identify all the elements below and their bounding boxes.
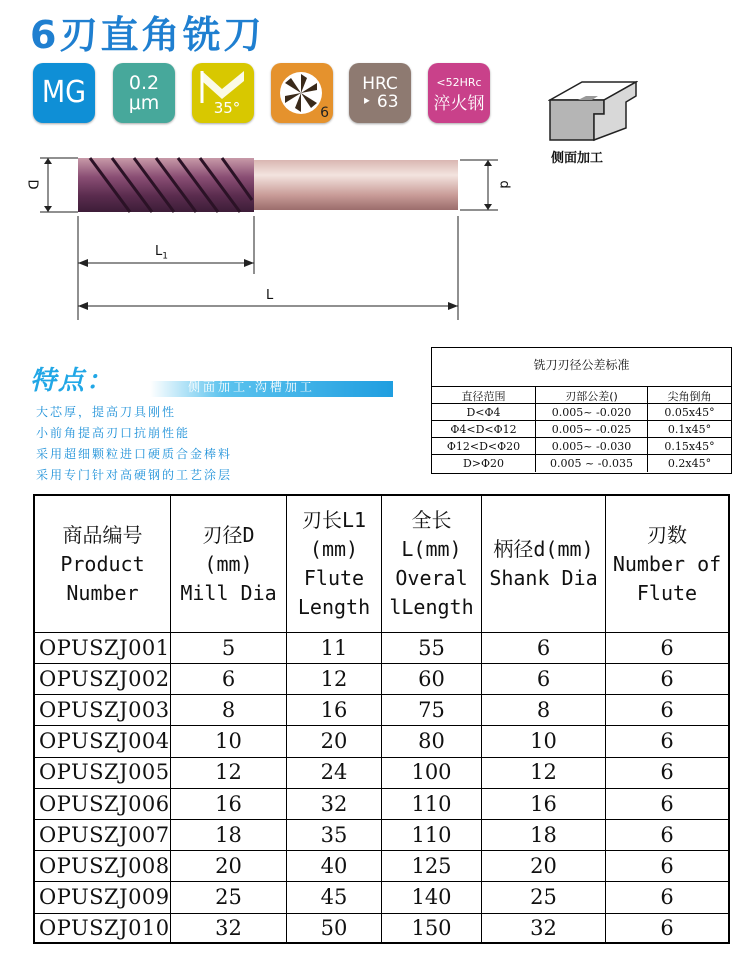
table-cell: 75 xyxy=(382,694,482,725)
table-cell: 8 xyxy=(482,694,606,725)
grain-size-badge xyxy=(113,63,175,123)
table-cell: 110 xyxy=(382,819,482,850)
table-cell: 6 xyxy=(660,760,674,785)
table-cell: 16 xyxy=(287,694,382,725)
coating-badge xyxy=(33,63,95,123)
material-hardness: <52HRc xyxy=(436,75,482,89)
table-cell: 12 xyxy=(171,757,287,788)
table-cell: 6 xyxy=(171,663,287,694)
table-cell: 6 xyxy=(660,666,674,691)
header-mill-dia: 刃径D (mm) Mill Dia xyxy=(171,496,287,632)
table-row xyxy=(35,850,728,882)
tolerance-cell: Φ12<D<Φ20 xyxy=(432,438,536,455)
table-row xyxy=(35,913,728,944)
table-cell: OPUSZJ006 xyxy=(35,788,171,819)
table-cell: 32 xyxy=(482,913,606,944)
tolerance-row xyxy=(432,403,731,421)
tolerance-row xyxy=(432,437,731,455)
feature-line: 采用专门针对高硬钢的工艺涂层 xyxy=(36,468,233,482)
tolerance-header: 刃部公差() xyxy=(536,387,648,404)
hardness-value: ‣ 63 xyxy=(361,92,399,112)
table-cell: 6 xyxy=(660,729,674,754)
table-cell: 16 xyxy=(171,788,287,819)
table-cell: OPUSZJ007 xyxy=(35,819,171,850)
flute-count-badge xyxy=(271,63,333,123)
shank-dia-symbol: d xyxy=(496,180,512,189)
material-label: 淬火钢 xyxy=(433,93,485,114)
grain-size-value: 0.2 xyxy=(128,72,160,94)
table-cell: 35 xyxy=(287,819,382,850)
features-subtitle: 侧面加工·沟槽加工 xyxy=(188,380,315,394)
table-cell: 45 xyxy=(287,882,382,913)
tolerance-cell: 0.005~ -0.030 xyxy=(536,438,648,455)
material-badge xyxy=(428,63,490,123)
header-overall-length: 全长 L(mm) Overal lLength xyxy=(382,496,482,632)
table-cell: 6 xyxy=(660,853,674,878)
table-row xyxy=(35,726,728,758)
table-cell: OPUSZJ001 xyxy=(35,632,171,663)
table-cell: 10 xyxy=(171,726,287,757)
table-cell: 25 xyxy=(482,882,606,913)
tolerance-header: 尖角倒角 xyxy=(667,389,712,403)
table-row xyxy=(35,632,728,664)
helix-angle-value: 35° xyxy=(213,99,241,117)
hardness-badge xyxy=(349,63,411,123)
tolerance-cell: 0.05x45° xyxy=(664,406,715,419)
features-title: 特点： xyxy=(30,366,115,396)
table-cell: 100 xyxy=(382,757,482,788)
tolerance-cell: Φ4<D<Φ12 xyxy=(432,421,536,438)
feature-line: 大芯厚，提高刀具刚性 xyxy=(36,405,177,419)
tolerance-cell: D>Φ20 xyxy=(432,455,536,472)
table-cell: 24 xyxy=(287,757,382,788)
table-cell: OPUSZJ008 xyxy=(35,850,171,881)
grain-size-unit: μm xyxy=(128,92,160,114)
tolerance-cell: 0.005 ~ -0.035 xyxy=(536,455,648,472)
table-row xyxy=(35,663,728,695)
coating-label: MG xyxy=(41,75,87,110)
table-cell: 16 xyxy=(482,788,606,819)
overall-length-symbol: L xyxy=(266,288,274,303)
hardness-label: HRC xyxy=(362,74,398,94)
table-cell: 6 xyxy=(482,632,606,663)
table-cell: 6 xyxy=(660,916,674,941)
product-table-header xyxy=(35,496,728,633)
tolerance-row xyxy=(432,420,731,438)
table-cell: 18 xyxy=(482,819,606,850)
table-cell: 5 xyxy=(171,632,287,663)
tolerance-cell: 0.005~ -0.020 xyxy=(536,404,648,421)
table-cell: OPUSZJ003 xyxy=(35,694,171,725)
table-cell: 55 xyxy=(382,632,482,663)
table-cell: 6 xyxy=(660,885,674,910)
table-cell: OPUSZJ005 xyxy=(35,757,171,788)
tolerance-cell: 0.2x45° xyxy=(667,457,712,470)
header-flute-length: 刃长L1 (mm) Flute Length xyxy=(287,496,382,632)
table-row xyxy=(35,788,728,820)
table-cell: 125 xyxy=(382,850,482,881)
table-cell: OPUSZJ009 xyxy=(35,882,171,913)
mill-dia-symbol: D xyxy=(24,179,40,190)
end-mill-drawing xyxy=(20,150,540,330)
feature-line: 采用超细颗粒进口硬质合金棒料 xyxy=(36,447,233,461)
table-cell: 25 xyxy=(171,882,287,913)
tolerance-cell: 0.1x45° xyxy=(667,423,712,436)
tolerance-cell: 0.005~ -0.025 xyxy=(536,421,648,438)
side-machining-icon xyxy=(548,76,638,142)
table-cell: 12 xyxy=(482,757,606,788)
table-cell: 60 xyxy=(382,663,482,694)
table-cell: 150 xyxy=(382,913,482,944)
table-row xyxy=(35,819,728,851)
table-row xyxy=(35,694,728,726)
tolerance-cell: 0.15x45° xyxy=(664,440,715,453)
product-table xyxy=(33,494,730,944)
table-cell: 11 xyxy=(287,632,382,663)
table-cell: 10 xyxy=(482,726,606,757)
table-cell: 20 xyxy=(287,726,382,757)
flute-length-letter: L xyxy=(155,244,163,259)
tolerance-title: 铣刀刃径公差标准 xyxy=(533,358,630,372)
table-cell: 8 xyxy=(171,694,287,725)
page-title: 6刃直角铣刀 xyxy=(30,13,265,57)
flute-length-symbol xyxy=(155,244,168,262)
table-cell: 32 xyxy=(287,788,382,819)
table-row xyxy=(35,882,728,914)
tolerance-row xyxy=(432,454,731,472)
table-cell: 6 xyxy=(482,663,606,694)
table-cell: 110 xyxy=(382,788,482,819)
table-cell: 18 xyxy=(171,819,287,850)
helix-angle-badge xyxy=(192,63,254,123)
flute-count-value: 6 xyxy=(320,105,329,121)
table-cell: 6 xyxy=(660,697,674,722)
table-cell: 20 xyxy=(171,850,287,881)
side-machining-label: 侧面加工 xyxy=(551,151,604,166)
table-cell: OPUSZJ010 xyxy=(35,913,171,944)
tolerance-header: 直径范围 xyxy=(432,387,536,404)
table-cell: OPUSZJ002 xyxy=(35,663,171,694)
table-cell: 6 xyxy=(660,635,674,660)
table-cell: 140 xyxy=(382,882,482,913)
table-cell: 6 xyxy=(660,791,674,816)
header-shank-dia: 柄径d(mm) Shank Dia xyxy=(482,496,606,632)
table-cell: 80 xyxy=(382,726,482,757)
tolerance-header-row xyxy=(432,386,731,404)
header-flute-count: 刃数 Number of Flute xyxy=(612,522,722,605)
flute-length-subscript: 1 xyxy=(162,251,168,262)
tolerance-cell: D<Φ4 xyxy=(432,404,536,421)
feature-line: 小前角提高刃口抗崩性能 xyxy=(36,426,191,440)
tolerance-table xyxy=(431,347,732,474)
header-product-number: 商品编号 Product Number xyxy=(35,496,171,632)
table-cell: 32 xyxy=(171,913,287,944)
table-row xyxy=(35,757,728,789)
table-cell: 50 xyxy=(287,913,382,944)
table-cell: 12 xyxy=(287,663,382,694)
table-cell: 20 xyxy=(482,850,606,881)
table-cell: 40 xyxy=(287,850,382,881)
table-cell: OPUSZJ004 xyxy=(35,726,171,757)
table-cell: 6 xyxy=(660,822,674,847)
